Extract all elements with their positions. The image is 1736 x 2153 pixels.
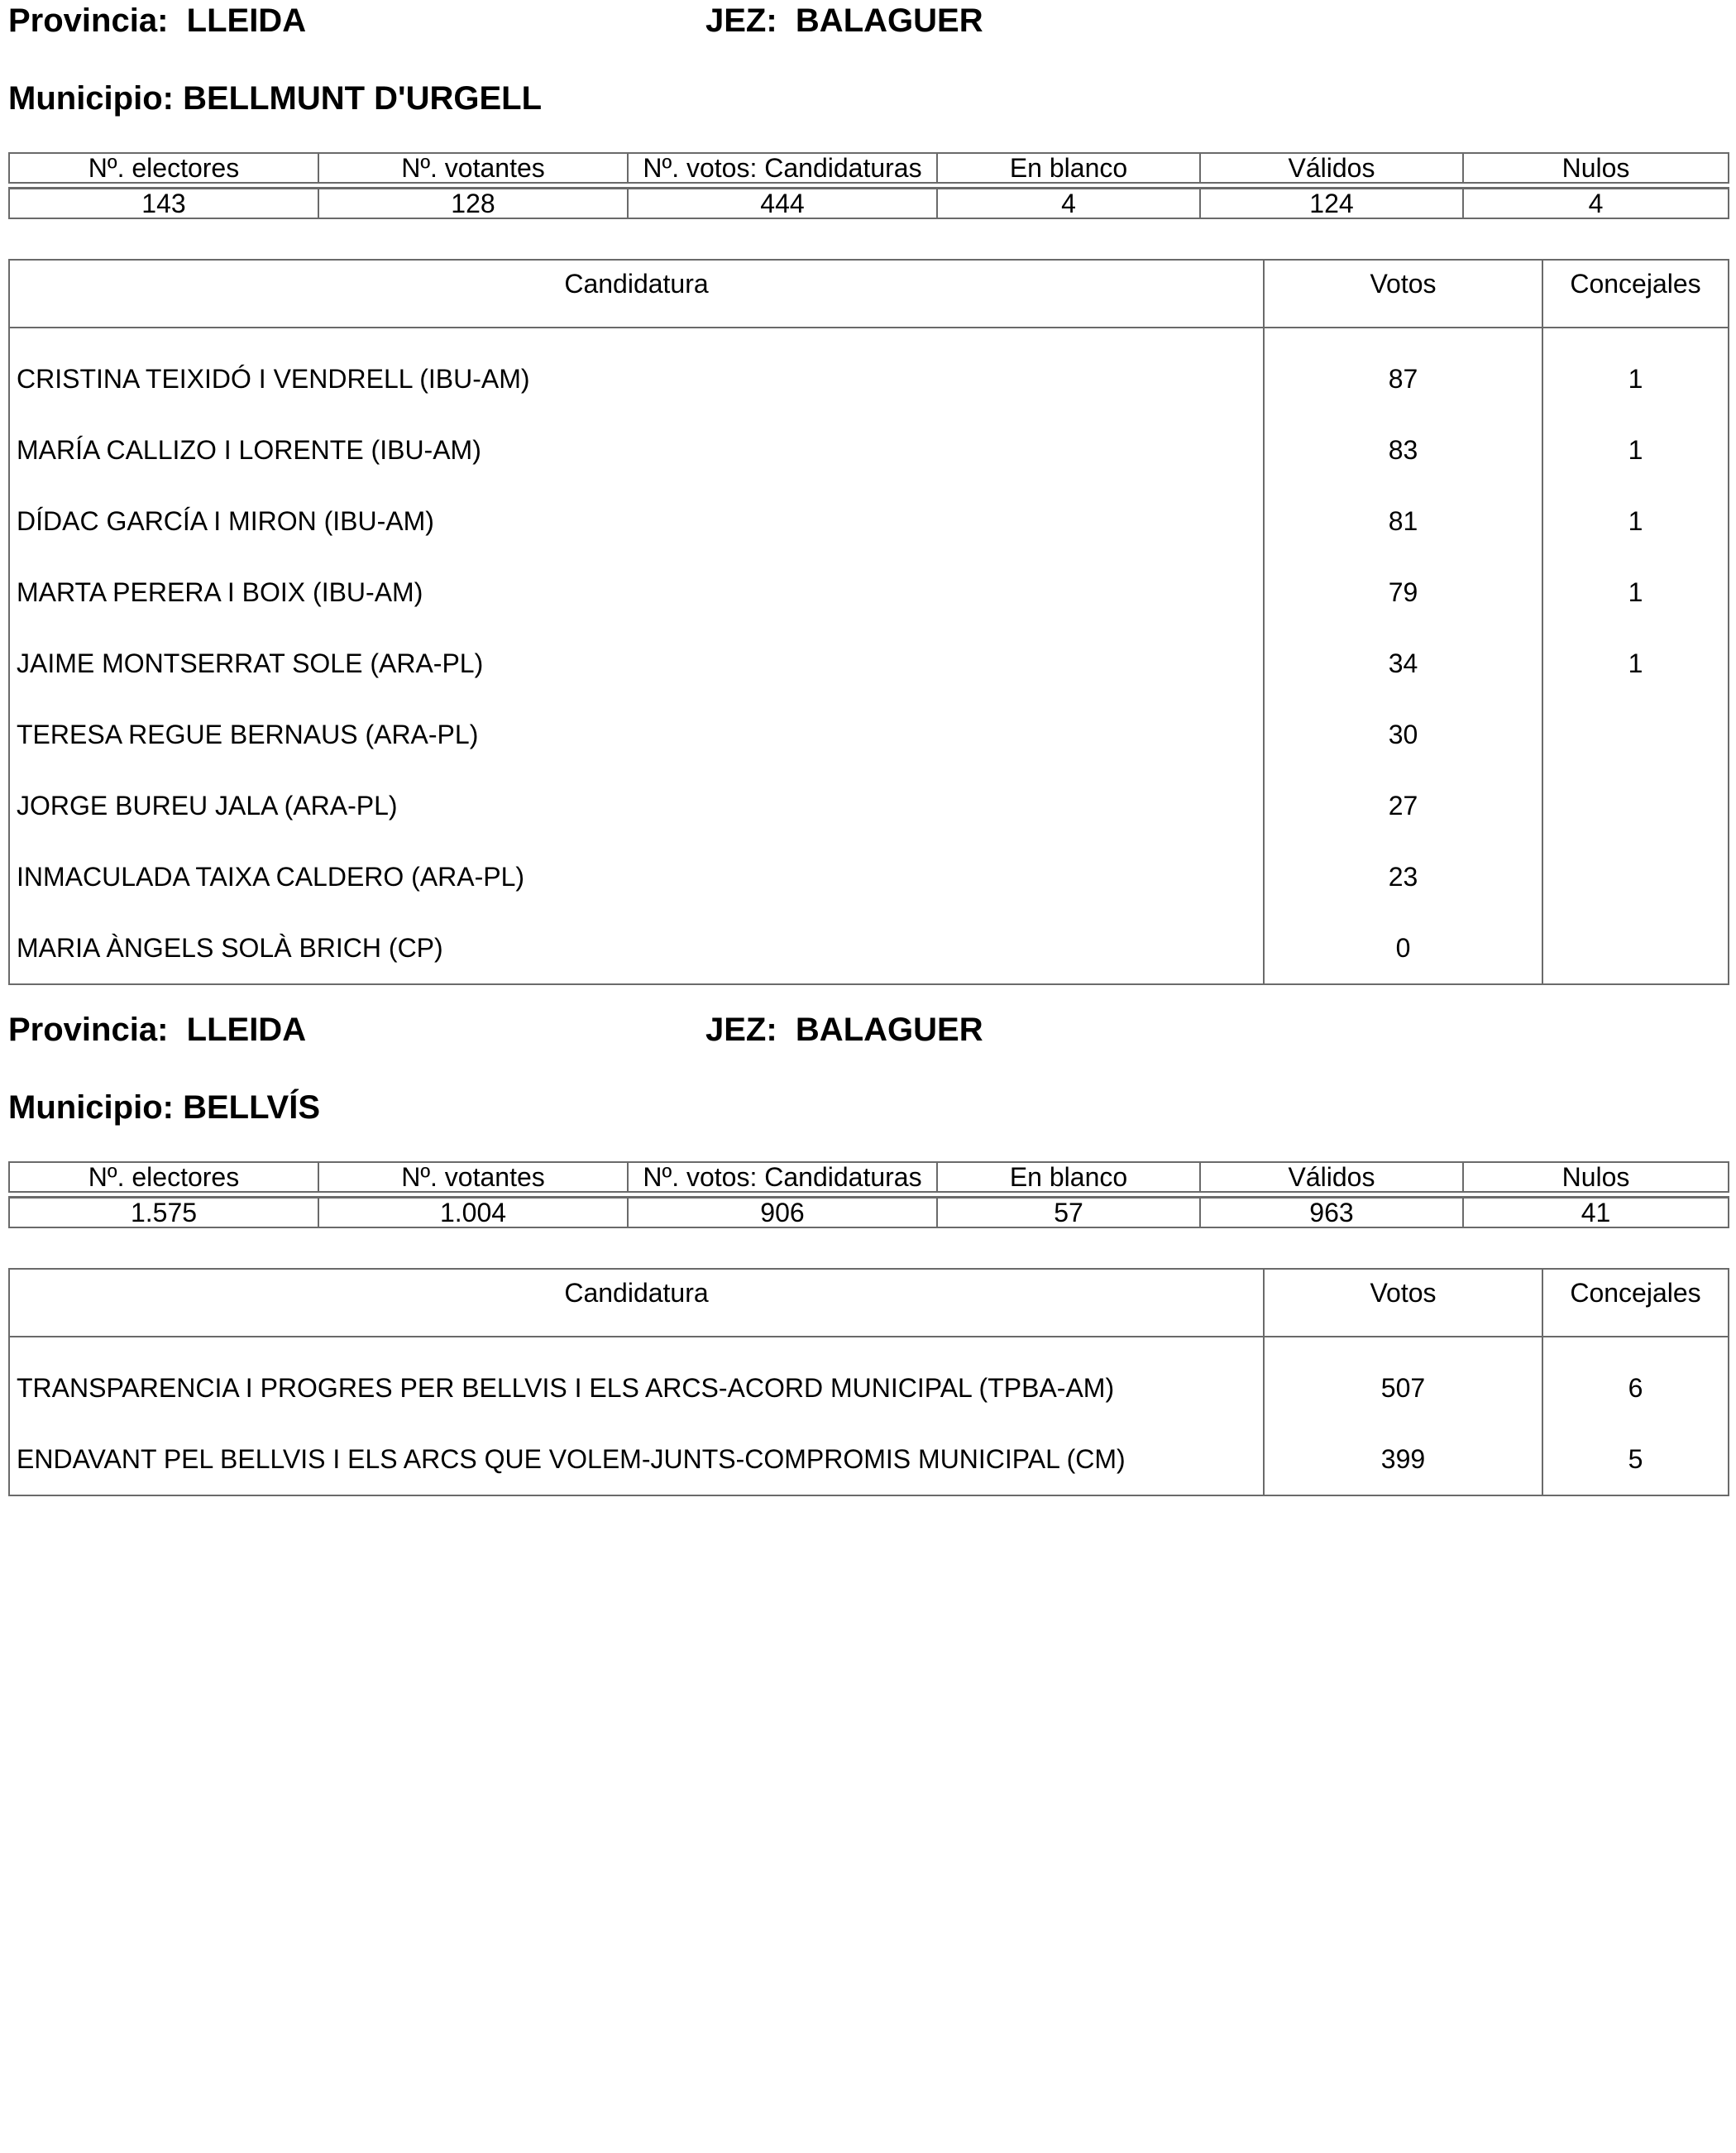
- candidate-seats: [1542, 770, 1729, 841]
- value-electores: 1.575: [9, 1198, 318, 1228]
- candidate-name: ENDAVANT PEL BELLVIS I ELS ARCS QUE VOLEM-JUNTS-COMPROMIS MUNICIPAL (CM): [9, 1423, 1264, 1495]
- value-votos-candidaturas: 906: [628, 1198, 937, 1228]
- candidates-header-row: [9, 1269, 1729, 1337]
- header-electores: Nº. electores: [9, 153, 318, 183]
- stats-header-row: [9, 1162, 1729, 1192]
- value-en-blanco: 4: [937, 189, 1200, 219]
- candidate-seats: 1: [1542, 486, 1729, 557]
- value-votos-candidaturas: 444: [628, 189, 937, 219]
- header-electores: Nº. electores: [9, 1162, 318, 1192]
- candidates-header-row: [9, 260, 1729, 328]
- candidate-votes: 34: [1264, 628, 1542, 699]
- jez-text: JEZ: BALAGUER: [705, 2, 983, 39]
- candidate-seats: 1: [1542, 557, 1729, 628]
- table-row: [9, 1423, 1729, 1495]
- province-text: Provincia: LLEIDA: [8, 2, 307, 39]
- header-candidatura: Candidatura: [9, 1269, 1264, 1337]
- header-validos: Válidos: [1200, 1162, 1463, 1192]
- candidates-table: [8, 1268, 1729, 1496]
- value-votantes: 128: [318, 189, 628, 219]
- header-votos: Votos: [1264, 1269, 1542, 1337]
- candidate-seats: 1: [1542, 414, 1729, 486]
- candidate-name: MARTA PERERA I BOIX (IBU-AM): [9, 557, 1264, 628]
- table-row: [9, 328, 1729, 414]
- candidate-seats: 6: [1542, 1337, 1729, 1423]
- value-nulos: 4: [1463, 189, 1729, 219]
- header-validos: Válidos: [1200, 153, 1463, 183]
- jez-text: JEZ: BALAGUER: [705, 1012, 983, 1048]
- candidate-votes: 23: [1264, 841, 1542, 912]
- candidate-seats: 1: [1542, 628, 1729, 699]
- candidate-name: JAIME MONTSERRAT SOLE (ARA-PL): [9, 628, 1264, 699]
- candidate-name: TRANSPARENCIA I PROGRES PER BELLVIS I ELS ARCS-ACORD MUNICIPAL (TPBA-AM): [9, 1337, 1264, 1423]
- candidate-votes: 507: [1264, 1337, 1542, 1423]
- table-row: [9, 628, 1729, 699]
- header-votos: Votos: [1264, 260, 1542, 328]
- candidate-name: CRISTINA TEIXIDÓ I VENDRELL (IBU-AM): [9, 328, 1264, 414]
- header-votos-candidaturas: Nº. votos: Candidaturas: [628, 1162, 937, 1192]
- table-row: [9, 841, 1729, 912]
- candidate-votes: 0: [1264, 912, 1542, 984]
- municipality-header: [8, 1087, 1728, 1128]
- candidate-votes: 81: [1264, 486, 1542, 557]
- summary-stats-table: [8, 152, 1729, 219]
- candidate-seats: 1: [1542, 328, 1729, 414]
- header-votantes: Nº. votantes: [318, 153, 628, 183]
- candidate-seats: [1542, 912, 1729, 984]
- candidate-name: INMACULADA TAIXA CALDERO (ARA-PL): [9, 841, 1264, 912]
- table-row: [9, 1337, 1729, 1423]
- value-en-blanco: 57: [937, 1198, 1200, 1228]
- candidate-name: MARÍA CALLIZO I LORENTE (IBU-AM): [9, 414, 1264, 486]
- candidate-votes: 87: [1264, 328, 1542, 414]
- value-validos: 963: [1200, 1198, 1463, 1228]
- stats-values-row: [9, 1198, 1729, 1228]
- municipality-title: Municipio: BELLMUNT D'URGELL: [8, 80, 542, 117]
- candidate-name: TERESA REGUE BERNAUS (ARA-PL): [9, 699, 1264, 770]
- table-row: [9, 699, 1729, 770]
- municipality-header: [8, 78, 1728, 119]
- header-nulos: Nulos: [1463, 153, 1729, 183]
- value-electores: 143: [9, 189, 318, 219]
- header-en-blanco: En blanco: [937, 1162, 1200, 1192]
- value-votantes: 1.004: [318, 1198, 628, 1228]
- province-text: Provincia: LLEIDA: [8, 1012, 307, 1048]
- stats-header-row: [9, 153, 1729, 183]
- header-concejales: Concejales: [1542, 1269, 1729, 1337]
- province-header: [8, 0, 1728, 41]
- value-nulos: 41: [1463, 1198, 1729, 1228]
- municipality-section-bellmunt: [8, 0, 1728, 985]
- candidate-votes: 30: [1264, 699, 1542, 770]
- candidate-name: DÍDAC GARCÍA I MIRON (IBU-AM): [9, 486, 1264, 557]
- table-row: [9, 770, 1729, 841]
- header-candidatura: Candidatura: [9, 260, 1264, 328]
- candidates-table: [8, 259, 1729, 985]
- candidate-seats: [1542, 699, 1729, 770]
- candidate-name: MARIA ÀNGELS SOLÀ BRICH (CP): [9, 912, 1264, 984]
- candidate-votes: 79: [1264, 557, 1542, 628]
- candidate-seats: 5: [1542, 1423, 1729, 1495]
- summary-stats-table: [8, 1161, 1729, 1228]
- table-row: [9, 557, 1729, 628]
- municipality-title: Municipio: BELLVÍS: [8, 1089, 321, 1126]
- header-votos-candidaturas: Nº. votos: Candidaturas: [628, 153, 937, 183]
- candidate-votes: 399: [1264, 1423, 1542, 1495]
- province-header: [8, 1009, 1728, 1050]
- table-row: [9, 486, 1729, 557]
- header-concejales: Concejales: [1542, 260, 1729, 328]
- table-row: [9, 414, 1729, 486]
- candidate-seats: [1542, 841, 1729, 912]
- candidate-votes: 27: [1264, 770, 1542, 841]
- header-nulos: Nulos: [1463, 1162, 1729, 1192]
- candidate-votes: 83: [1264, 414, 1542, 486]
- municipality-section-bellvis: [8, 1009, 1728, 1496]
- header-votantes: Nº. votantes: [318, 1162, 628, 1192]
- header-en-blanco: En blanco: [937, 153, 1200, 183]
- candidate-name: JORGE BUREU JALA (ARA-PL): [9, 770, 1264, 841]
- stats-values-row: [9, 189, 1729, 219]
- value-validos: 124: [1200, 189, 1463, 219]
- table-row: [9, 912, 1729, 984]
